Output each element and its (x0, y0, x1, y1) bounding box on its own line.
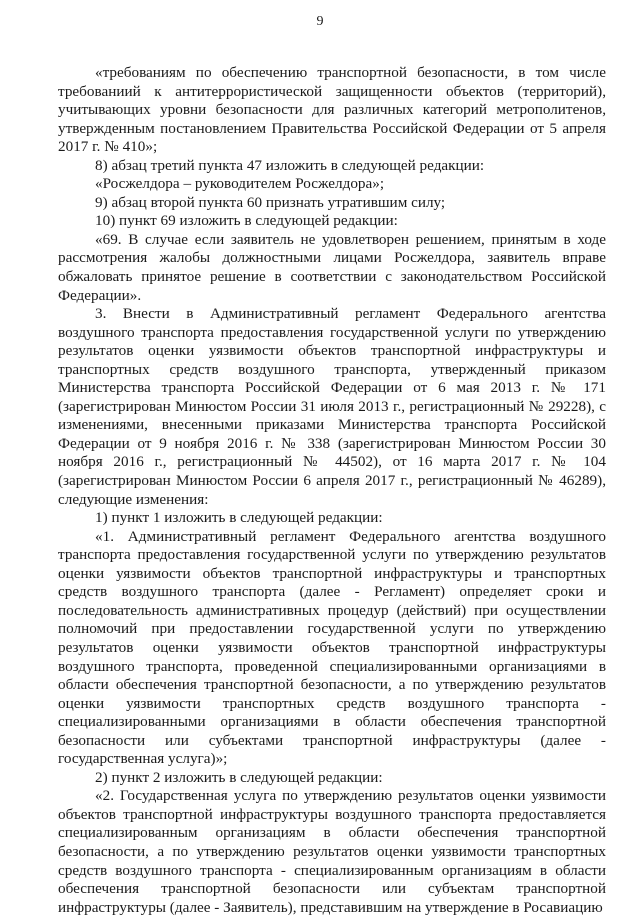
paragraph: 9) абзац второй пункта 60 признать утратившим силу; (95, 193, 446, 211)
paragraph: «1. Административный регламент Федерального агентства воздушного транспорта предоставления государственной услуги по утверждению результатов оценки уязвимости объектов транспортной инфраструктуры и транспортных средств воздушного транспорта (далее - Регламент) определяет сроки и последовательность административных процедур (действий) при осуществлении полномочий при предоставлении государственной услуги по утверждению результатов оценки уязвимости объектов транспортной инфраструктуры воздушного транспорта, проведенной специализированными организациями в области обеспечения транспортной безопасности, а по утверждению результатов оценки уязвимости транспортных средств воздушного транспорта - специализированными организациями в области обеспечения транспортной безопасности или субъектами транспортной инфраструктуры (далее - государственная услуга)»; (58, 527, 606, 768)
page-number: 9 (316, 14, 324, 29)
paragraph: 1) пункт 1 изложить в следующей редакции: (95, 509, 383, 527)
paragraph: «69. В случае если заявитель не удовлетворен решением, принятым в ходе рассмотрения жалобы должностными лицами Росжелдора, заявитель вправе обжаловать принятое решение в соответствии с законодательством Российской Федерации». (58, 230, 606, 304)
paragraph: «Росжелдора – руководителем Росжелдора»; (95, 175, 385, 193)
paragraph: 3. Внести в Административный регламент Федерального агентства воздушного транспорта предоставления государственной услуги по утверждению результатов оценки уязвимости объектов транспортной инфраструктуры и транспортных средств воздушного транспорта, утвержденный приказом Министерства транспорта Российской Федерации от 6 мая 2013 г. № 171 (зарегистрирован Минюстом России 31 июля 2013 г., регистрационный № 29228), с изменениями, внесенными приказами Министерства транспорта Российской Федерации от 9 ноября 2016 г. № 338 (зарегистрирован Минюстом России 30 ноября 2016 г., регистрационный № 44502), от 16 марта 2017 г. № 104 (зарегистрирован Минюстом России 6 апреля 2017 г., регистрационный № 46289), следующие изменения: (58, 305, 606, 508)
paragraph: 2) пункт 2 изложить в следующей редакции: (95, 768, 383, 786)
paragraph: «требованиям по обеспечению транспортной безопасности, в том числе требованиий к антитеррористической защищенности объектов (территорий), учитывающих уровни безопасности для различных категорий метрополитенов, утвержденным постановлением Правительства Российской Федерации от 5 апреля 2017 г. № 410»; (58, 64, 606, 156)
paragraph: 8) абзац третий пункта 47 изложить в следующей редакции: (95, 156, 485, 174)
paragraph: «2. Государственная услуга по утверждению результатов оценки уязвимости объектов транспортной инфраструктуры воздушного транспорта предоставляется специализированным организациям в области обеспечения транспортной безопасности, а по утверждению результатов оценки уязвимости транспортных средств воздушного транспорта - специализированным организациям в области обеспечения транспортной безопасности или субъектам транспортной инфраструктуры (далее - Заявитель), представившим на утверждение в Росавиацию (58, 787, 606, 916)
paragraph: 10) пункт 69 изложить в следующей редакции: (95, 212, 398, 230)
document-body (58, 64, 606, 917)
